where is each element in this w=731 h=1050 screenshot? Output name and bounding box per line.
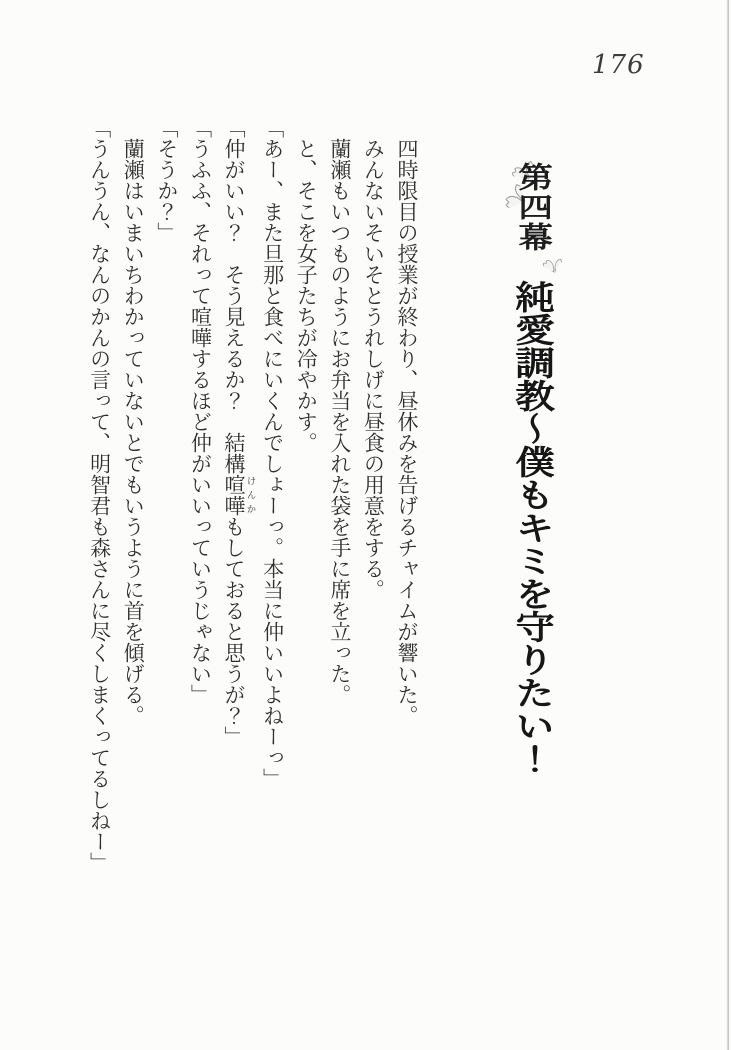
paragraph: 「あー、また旦那と食べにいくんでしょーっ。本当に仲いいよねーっ」 <box>260 117 285 789</box>
paragraph: 蘭瀬はいまいちわかっていないとでもいうように首を傾げる。 <box>121 138 146 726</box>
paragraph: 四時限目の授業が終わり、昼休みを告げるチャイムが響いた。 <box>395 138 419 726</box>
body-text <box>87 117 423 939</box>
paragraph: 「うんうん、なんのかんの言って、明智君も森さんに尽くしまくってるしねー」 <box>87 117 112 873</box>
chapter-label: 第四幕 <box>513 162 555 252</box>
paragraph: と、そこを女子たちが冷やかす。 <box>294 138 319 453</box>
paragraph: みんないそいそとうれしげに昼食の用意をする。 <box>361 138 386 600</box>
paragraph: 「仲がいい？ そう見えるか？ 結構喧嘩けんかもしておると思うが？」 <box>222 117 256 747</box>
page-number: 176 <box>592 50 645 80</box>
paragraph: 蘭瀬もいつものようにお弁当を入れた袋を手に席を立った。 <box>327 138 352 705</box>
page-edge-shadow <box>726 0 729 1050</box>
chapter-title: 純愛調教～僕もキミを守りたい！ <box>509 280 556 775</box>
paragraph: 「そうか？」 <box>154 117 179 243</box>
paragraph: 「うふふ、それって喧嘩するほど仲がいいっていうじゃない」 <box>188 117 213 705</box>
furigana-ruby: 喧嘩けんか <box>222 474 256 516</box>
